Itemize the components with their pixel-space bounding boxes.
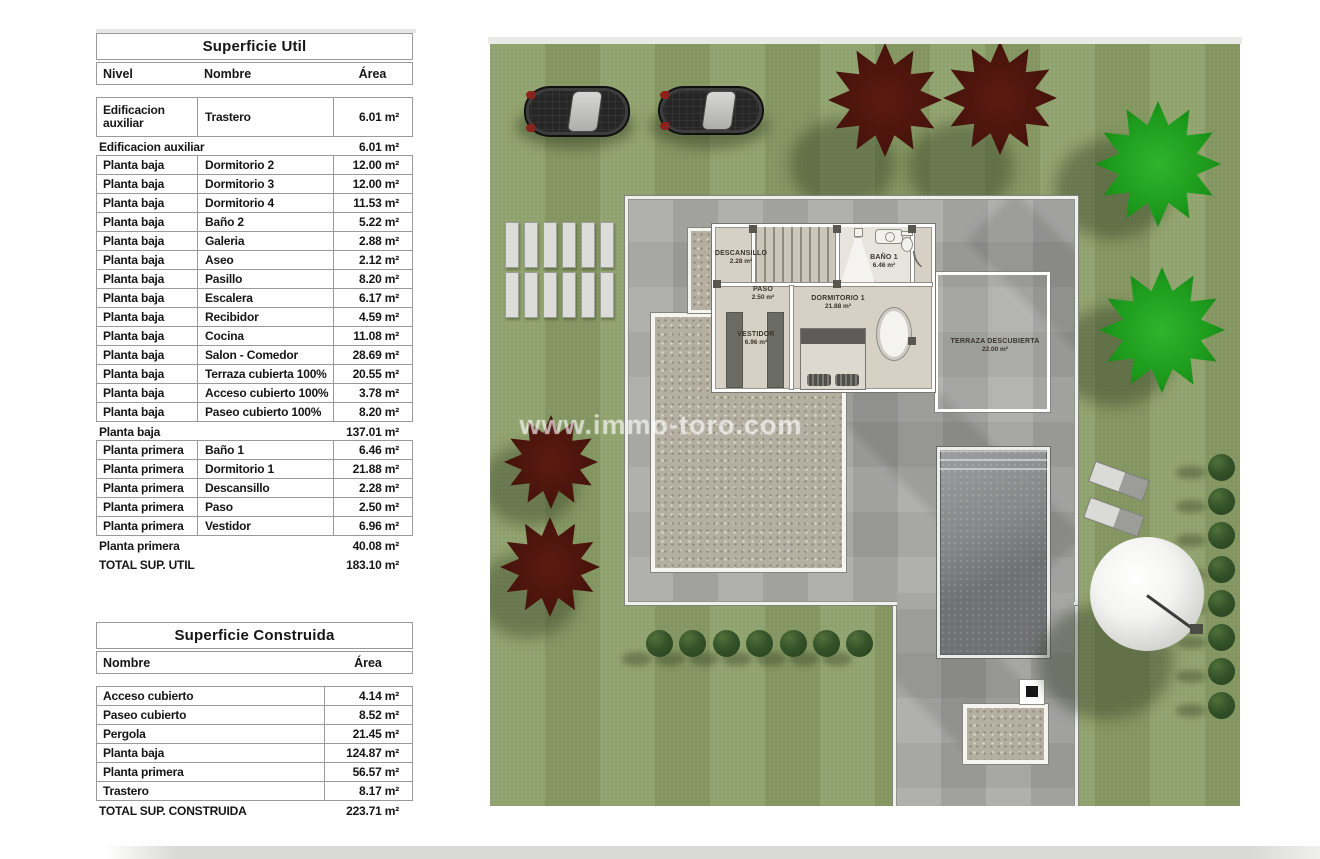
bush-shadow [1176, 534, 1206, 547]
subtotal-row: Planta primera 40.08 m² [99, 538, 399, 553]
table-rows [96, 97, 413, 574]
table-row: Planta baja Baño 2 5.22 m² [96, 212, 413, 232]
table-row: Paseo cubierto 8.52 m² [96, 705, 413, 725]
gravel-pad [963, 704, 1048, 764]
car-windshield [568, 92, 601, 131]
table-title: Superficie Util [96, 33, 413, 60]
table-row: Planta baja Dormitorio 4 11.53 m² [96, 193, 413, 213]
table-row: Planta primera Baño 1 6.46 m² [96, 440, 413, 460]
car-taillight [526, 124, 535, 132]
car-taillight [660, 91, 669, 99]
table-row: Edificacion auxiliar Trastero 6.01 m² [96, 97, 413, 137]
wardrobe [768, 313, 783, 387]
table-row: Planta baja Galeria 2.88 m² [96, 231, 413, 251]
superficie-construida-table [96, 622, 413, 820]
bush [1208, 658, 1235, 685]
car [524, 86, 630, 137]
bush-shadow [1176, 500, 1206, 513]
table-row: Planta baja Paseo cubierto 100% 8.20 m² [96, 402, 413, 422]
bush [713, 630, 740, 657]
plan-top-edge [488, 37, 1242, 44]
table-row: Planta primera 56.57 m² [96, 762, 413, 782]
bush [1208, 522, 1235, 549]
bush [746, 630, 773, 657]
sculpture-pole-base [1190, 624, 1203, 634]
table-row: Planta baja Aseo 2.12 m² [96, 250, 413, 270]
table-row: Planta baja Salon - Comedor 28.69 m² [96, 345, 413, 365]
bush [1208, 488, 1235, 515]
table-row: Planta baja Dormitorio 2 12.00 m² [96, 155, 413, 175]
table-row: Pergola 21.45 m² [96, 724, 413, 744]
car-windshield [702, 92, 735, 129]
bush-shadow [1176, 704, 1206, 717]
table-row: Planta baja Recibidor 4.59 m² [96, 307, 413, 327]
table-row: Planta primera Paso 2.50 m² [96, 497, 413, 517]
room-label: BAÑO 1 6.46 m² [870, 253, 898, 270]
table-row: Planta baja 124.87 m² [96, 743, 413, 763]
header-area: Área [354, 655, 382, 670]
utility-box [1020, 680, 1044, 704]
bush [1208, 556, 1235, 583]
header-area: Área [358, 66, 387, 81]
table-row: Planta primera Vestidor 6.96 m² [96, 516, 413, 536]
car-taillight [526, 91, 535, 99]
toilet [901, 237, 913, 252]
shower-head [854, 228, 863, 237]
bed [801, 329, 865, 389]
bush-shadow [1176, 466, 1206, 479]
table-row: Planta baja Pasillo 8.20 m² [96, 269, 413, 289]
header-nombre: Nombre [204, 66, 252, 81]
gravel-strip [688, 228, 715, 313]
room-label: DESCANSILLO 2.28 m² [714, 249, 768, 266]
wardrobe [727, 313, 742, 387]
table-rows [96, 686, 413, 820]
table-row: Planta baja Acceso cubierto 100% 3.78 m² [96, 383, 413, 403]
page-bottom-edge [105, 846, 1320, 859]
bush [846, 630, 873, 657]
room-label: PASO 2.50 m² [751, 285, 775, 302]
bush [813, 630, 840, 657]
door-arc [913, 251, 932, 271]
table-header-row [96, 62, 413, 85]
subtotal-row: Edificacion auxiliar 6.01 m² [99, 139, 399, 154]
header-nivel: Nivel [103, 66, 133, 81]
bathtub [877, 308, 911, 360]
table-row: Planta baja Escalera 6.17 m² [96, 288, 413, 308]
sun-lounger [1088, 461, 1150, 502]
table-row: Trastero 8.17 m² [96, 781, 413, 801]
car-taillight [660, 122, 669, 130]
bush [646, 630, 673, 657]
swimming-pool [937, 447, 1050, 658]
table-row: Planta primera Descansillo 2.28 m² [96, 478, 413, 498]
room-label: DORMITORIO 1 21.88 m² [811, 294, 865, 311]
table-row: Planta baja Dormitorio 3 12.00 m² [96, 174, 413, 194]
bush [780, 630, 807, 657]
table-title: Superficie Construida [96, 622, 413, 649]
bush-shadow [1176, 670, 1206, 683]
site-plan [490, 44, 1240, 806]
total-row: TOTAL SUP. UTIL 183.10 m² [99, 557, 399, 572]
car [658, 86, 764, 135]
watermark: www.immo-toro.com [519, 410, 803, 440]
bush [1208, 454, 1235, 481]
table-row: Planta baja Terraza cubierta 100% 20.55 m² [96, 364, 413, 384]
room-label: VESTIDOR 6.96 m² [737, 330, 775, 347]
bush [1208, 692, 1235, 719]
table-row: Planta baja Cocina 11.08 m² [96, 326, 413, 346]
subtotal-row: Planta baja 137.01 m² [99, 424, 399, 439]
pool-steps [940, 450, 1047, 476]
bush [1208, 590, 1235, 617]
sun-lounger [1083, 497, 1145, 538]
table-header-row [96, 651, 413, 674]
table-row: Planta primera Dormitorio 1 21.88 m² [96, 459, 413, 479]
table-row: Acceso cubierto 4.14 m² [96, 686, 413, 706]
stairs [755, 227, 838, 283]
room-label: TERRAZA DESCUBIERTA 22.00 m² [950, 337, 1040, 354]
sink-bowl [885, 232, 895, 242]
pergola-slats [505, 222, 615, 320]
bush-shadow [622, 652, 652, 666]
superficie-util-table [96, 33, 413, 574]
total-row: TOTAL SUP. CONSTRUIDA 223.71 m² [99, 803, 399, 818]
bush [1208, 624, 1235, 651]
header-nombre: Nombre [103, 655, 151, 670]
utility-box-switch [1026, 686, 1038, 697]
